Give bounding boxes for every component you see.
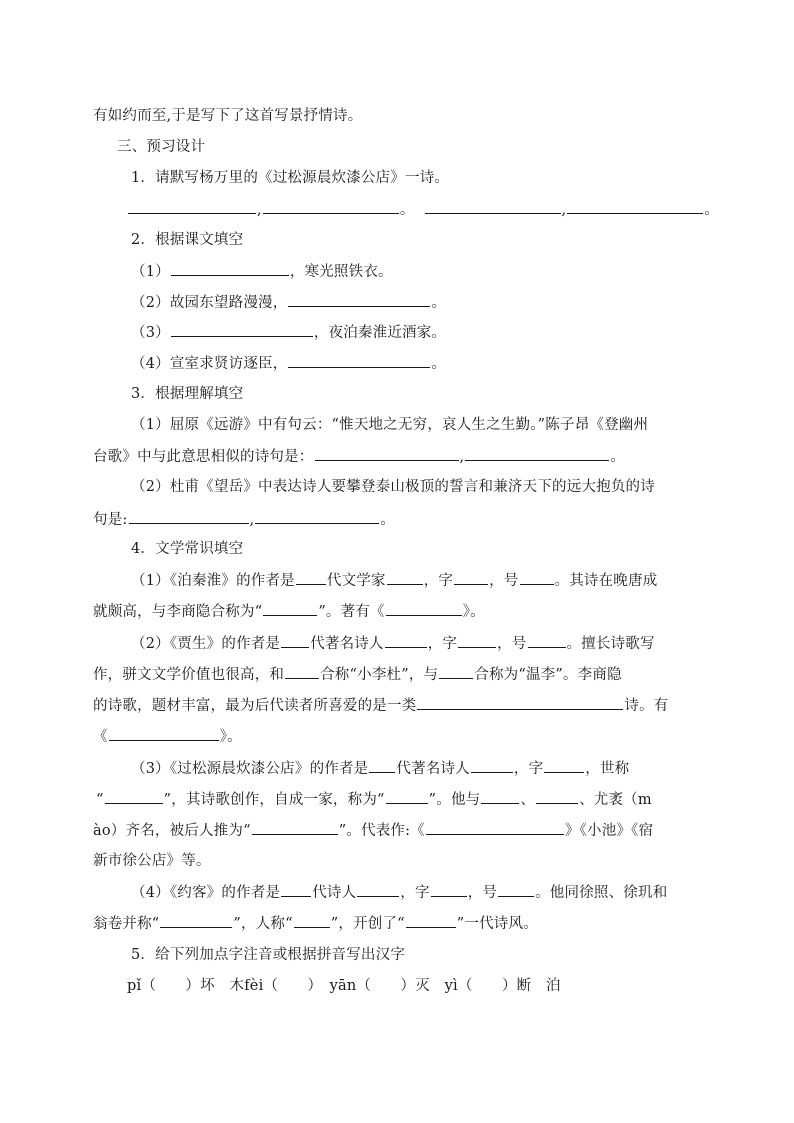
blank[interactable] bbox=[129, 509, 249, 524]
text-line: 就颇高，与李商隐合称为“ ”。著有《 》。 bbox=[93, 601, 794, 622]
blank[interactable] bbox=[471, 758, 513, 773]
section-heading: 三、预习设计 bbox=[117, 139, 206, 155]
blank[interactable] bbox=[406, 913, 456, 928]
question-heading: 5．给下列加点字注音或根据拼音写出汉字 bbox=[131, 947, 406, 963]
blank[interactable] bbox=[281, 882, 311, 897]
blank[interactable] bbox=[567, 199, 703, 214]
text-line: “ ”，其诗歌创作，自成一家，称为“ ”。他与 、 、尤袤（m bbox=[96, 789, 794, 810]
blank[interactable] bbox=[520, 570, 554, 585]
blank[interactable] bbox=[465, 446, 609, 461]
blank[interactable] bbox=[315, 446, 459, 461]
question-heading: 1．请默写杨万里的《过松源晨炊漆公店》一诗。 bbox=[131, 170, 450, 186]
text-line: （3）《过松源晨炊漆公店》的作者是 代著名诗人 ，字 ，世称 bbox=[131, 758, 794, 779]
blank[interactable] bbox=[252, 820, 338, 835]
blank[interactable] bbox=[296, 570, 326, 585]
blank[interactable] bbox=[458, 633, 496, 648]
text-line: （1）屈原《远游》中有句云：“惟天地之无穷，哀人生之生勤。”陈子昂《登幽州 bbox=[131, 417, 649, 433]
answer-line: , 。 , 。 bbox=[127, 199, 794, 220]
answer-line: 句是: , 。 bbox=[93, 509, 794, 530]
blank[interactable] bbox=[385, 633, 427, 648]
text-line: 的诗歌，题材丰富，最为后代读者所喜爱的是一类 诗。有 bbox=[93, 695, 794, 716]
blank[interactable] bbox=[281, 633, 309, 648]
blank[interactable] bbox=[426, 820, 564, 835]
blank[interactable] bbox=[481, 789, 519, 804]
blank[interactable] bbox=[109, 726, 219, 741]
blank[interactable] bbox=[105, 789, 163, 804]
pinyin-line: pǐ（ ）坏 木fèi（ ） yān（ ）灭 yì（ ）断 泊 bbox=[127, 978, 561, 994]
text-line: 新市徐公店》等。 bbox=[93, 853, 211, 869]
question-heading: 2．根据课文填空 bbox=[131, 232, 244, 248]
text-line: （2）杜甫《望岳》中表达诗人要攀登泰山极顶的誓言和兼济天下的远大抱负的诗 bbox=[131, 479, 655, 495]
text-line: （1） ，寒光照铁衣。 bbox=[131, 261, 794, 282]
blank[interactable] bbox=[128, 199, 256, 214]
blank[interactable] bbox=[386, 789, 428, 804]
blank[interactable] bbox=[171, 322, 313, 337]
blank[interactable] bbox=[536, 789, 578, 804]
blank[interactable] bbox=[357, 882, 399, 897]
question-heading: 4．文学常识填空 bbox=[131, 541, 244, 557]
blank[interactable] bbox=[439, 664, 473, 679]
blank[interactable] bbox=[417, 695, 623, 710]
blank[interactable] bbox=[386, 601, 462, 616]
text-line: 作，骈文文学价值也很高，和 合称“小李杜”，与 合称为“温李”。李商隐 bbox=[93, 664, 794, 685]
text-line: （2）《贾生》的作者是 代著名诗人 ，字 ，号 。擅长诗歌写 bbox=[131, 633, 794, 654]
text-line: （1）《泊秦淮》的作者是 代文学家 ，字 ，号 。其诗在晚唐成 bbox=[131, 570, 794, 591]
text-line: （3） ，夜泊秦淮近酒家。 bbox=[131, 322, 794, 343]
blank[interactable] bbox=[255, 509, 379, 524]
question-heading: 3．根据理解填空 bbox=[131, 386, 244, 402]
blank[interactable] bbox=[528, 633, 566, 648]
blank[interactable] bbox=[171, 261, 289, 276]
blank[interactable] bbox=[454, 570, 488, 585]
answer-line: 台歌》中与此意思相似的诗句是： , 。 bbox=[93, 446, 794, 467]
blank[interactable] bbox=[160, 913, 232, 928]
text-line: （4）《约客》的作者是 代诗人 ，字 ，号 。他同徐照、徐玑和 bbox=[131, 882, 794, 903]
text-line: （4）宣室求贤访逐臣， 。 bbox=[131, 353, 794, 374]
text-line: （2）故园东望路漫漫， 。 bbox=[131, 292, 794, 313]
blank[interactable] bbox=[425, 199, 561, 214]
text-line: 《 》。 bbox=[93, 726, 794, 747]
blank[interactable] bbox=[369, 758, 395, 773]
blank[interactable] bbox=[288, 292, 430, 307]
blank[interactable] bbox=[285, 664, 319, 679]
text-line: 翁卷并称“ ”，人称“ ”，开创了“ ”一代诗风。 bbox=[93, 913, 794, 934]
blank[interactable] bbox=[544, 758, 584, 773]
text-line: 有如约而至,于是写下了这首写景抒情诗。 bbox=[93, 108, 363, 124]
blank[interactable] bbox=[431, 882, 467, 897]
blank[interactable] bbox=[498, 882, 534, 897]
text-line: ào）齐名，被后人推为“ ”。代表作:《 》《小池》《宿 bbox=[93, 820, 794, 841]
blank[interactable] bbox=[263, 601, 317, 616]
blank[interactable] bbox=[294, 913, 330, 928]
blank[interactable] bbox=[288, 353, 430, 368]
blank[interactable] bbox=[263, 199, 399, 214]
blank[interactable] bbox=[387, 570, 423, 585]
